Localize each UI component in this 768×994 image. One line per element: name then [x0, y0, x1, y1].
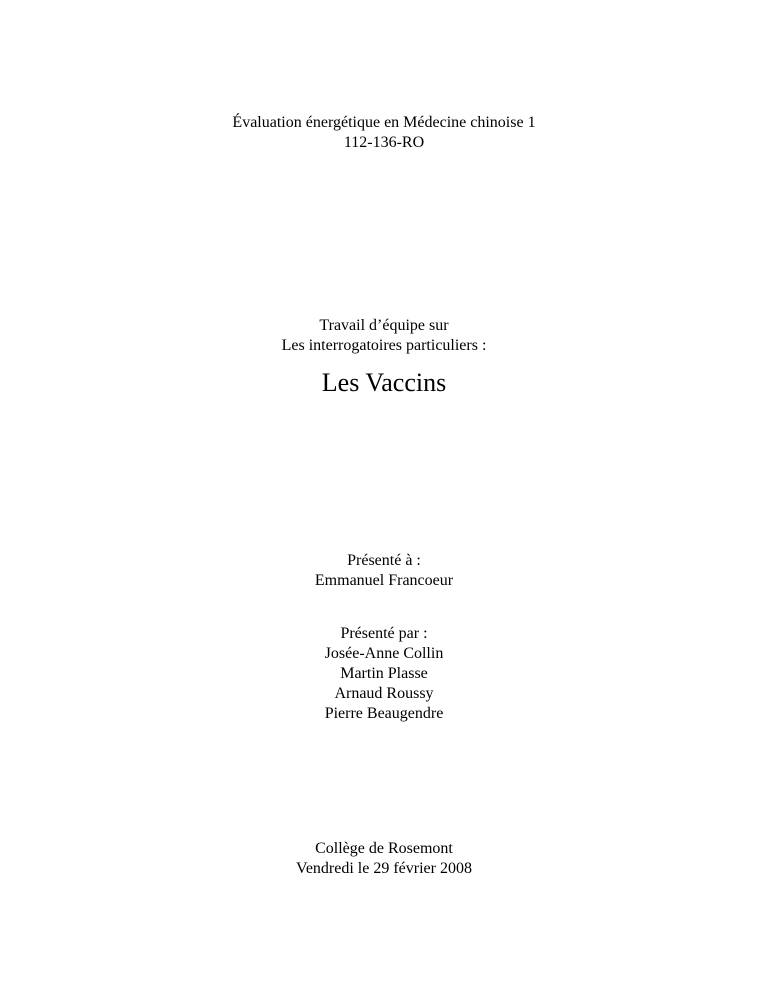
author-name: Josée-Anne Collin [324, 645, 444, 662]
presented-to [0, 551, 768, 591]
course-code: 112-136-RO [343, 134, 425, 151]
course-title: Évaluation énergétique en Médecine chinoise 1 [232, 114, 536, 131]
presented-by [0, 624, 768, 724]
course-header [0, 113, 768, 153]
date: Vendredi le 29 février 2008 [296, 860, 472, 877]
topic-title: Les Vaccins [321, 368, 447, 397]
presented-to-label: Présenté à : [347, 552, 421, 569]
author-name: Martin Plasse [340, 665, 428, 682]
author-name: Arnaud Roussy [334, 685, 434, 702]
footer [0, 839, 768, 879]
topic [0, 367, 768, 399]
work-line-1: Travail d’équipe sur [319, 317, 449, 334]
institution: Collège de Rosemont [315, 840, 453, 857]
presented-to-name: Emmanuel Francoeur [314, 572, 454, 589]
work-description [0, 316, 768, 356]
presented-by-label: Présenté par : [340, 625, 428, 642]
author-name: Pierre Beaugendre [324, 705, 444, 722]
work-line-2: Les interrogatoires particuliers : [281, 337, 487, 354]
